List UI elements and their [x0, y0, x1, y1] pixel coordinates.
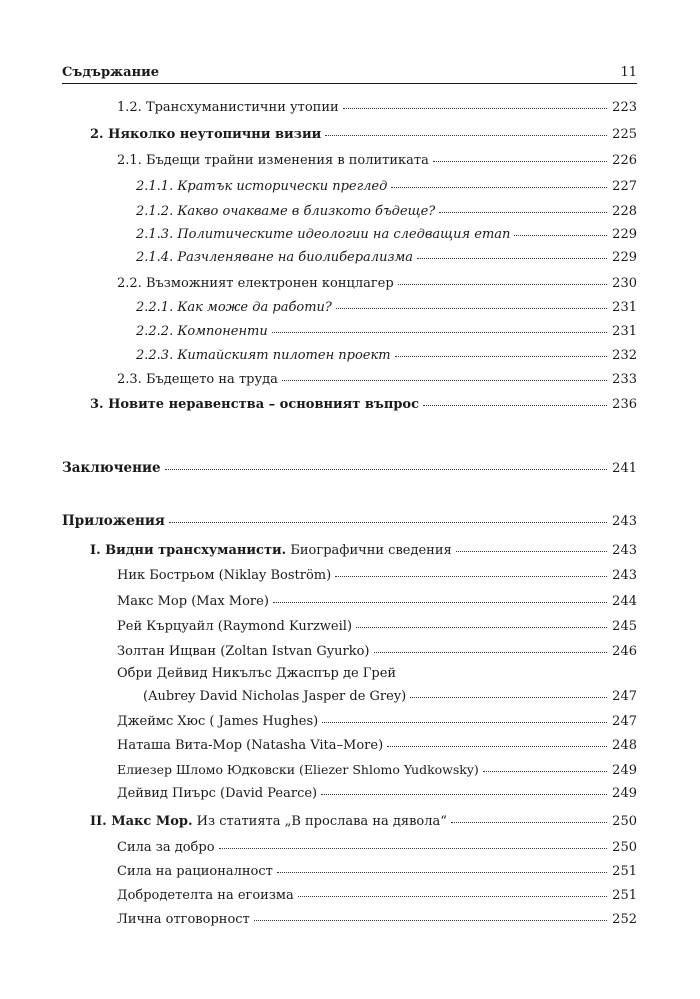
toc-entry[interactable] [0, 151, 700, 171]
toc-entry[interactable] [0, 248, 700, 268]
dot-leader [273, 602, 607, 603]
toc-entry-label [90, 541, 452, 561]
toc-entry-page: 229 [612, 227, 637, 242]
toc-entry-page: 236 [612, 397, 637, 412]
dot-leader [395, 356, 607, 357]
toc-entry[interactable] [0, 642, 700, 662]
toc-entry[interactable] [0, 541, 700, 561]
toc-entry-page: 247 [612, 714, 637, 729]
toc-entry-conclusion[interactable] [0, 458, 700, 478]
toc-entry-label: 2.1.3. Политическите идеологии на следващия етап [136, 227, 511, 242]
toc-entry-label: Сила за добро [117, 840, 215, 855]
toc-entry[interactable] [0, 125, 700, 145]
dot-leader [277, 872, 607, 873]
toc-entry[interactable] [0, 910, 700, 930]
toc-entry[interactable] [0, 274, 700, 294]
dot-leader [387, 746, 607, 747]
toc-entry-page: 249 [612, 763, 637, 778]
header-page-number: 11 [620, 65, 637, 80]
toc-entry-page: 229 [612, 250, 637, 265]
toc-entry[interactable] [0, 395, 700, 415]
toc-entry[interactable] [0, 202, 700, 222]
toc-entry[interactable] [0, 784, 700, 804]
dot-leader [456, 551, 607, 552]
dot-leader [219, 848, 607, 849]
dot-leader [423, 405, 607, 406]
dot-leader [298, 896, 607, 897]
toc-entry[interactable] [0, 617, 700, 637]
toc-entry[interactable] [0, 566, 700, 586]
dot-leader [336, 308, 607, 309]
toc-entry-page: 243 [612, 514, 637, 529]
toc-entry-page: 225 [612, 127, 637, 142]
toc-entry-page: 228 [612, 204, 637, 219]
dot-leader [514, 235, 607, 236]
toc-entry-page: 248 [612, 738, 637, 753]
toc-entry-page: 244 [612, 594, 637, 609]
toc-entry-label: Приложения [62, 513, 165, 529]
toc-entry-appendices[interactable] [0, 511, 700, 531]
toc-entry-label: Макс Мор (Max More) [117, 594, 269, 609]
dot-leader [417, 258, 607, 259]
toc-entry-page: 246 [612, 644, 637, 659]
toc-entry-label: 2.2. Възможният електронен концлагер [117, 276, 394, 291]
toc-entry-page: 249 [612, 786, 637, 801]
toc-entry[interactable] [0, 298, 700, 318]
dot-leader [439, 212, 607, 213]
toc-entry-label: 2.2.1. Как може да работи? [136, 300, 332, 315]
dot-leader [282, 380, 607, 381]
toc-entry[interactable] [0, 225, 700, 245]
toc-entry-page: 252 [612, 912, 637, 927]
toc-entry-label: Лична отговорност [117, 912, 250, 927]
toc-entry[interactable] [0, 177, 700, 197]
toc-entry-label-line1: Обри Дейвид Никълъс Джаспър де Грей [117, 666, 397, 681]
dot-leader [165, 469, 607, 470]
dot-leader [391, 187, 607, 188]
toc-entry-label: Заключение [62, 460, 161, 476]
dot-leader [398, 284, 607, 285]
toc-entry[interactable] [0, 862, 700, 882]
toc-entry-label: 2.2.2. Компоненти [136, 324, 268, 339]
toc-entry-label-bold: II. Макс Мор. [90, 814, 193, 829]
toc-entry[interactable] [0, 712, 700, 732]
toc-entry-label: (Aubrey David Nicholas Jasper de Grey) [143, 689, 407, 704]
toc-entry-label-bold: I. Видни трансхуманисти. [90, 543, 287, 558]
toc-entry-page: 243 [612, 568, 637, 583]
dot-leader [272, 332, 607, 333]
toc-entry[interactable] [0, 98, 700, 118]
toc-entry[interactable] [0, 838, 700, 858]
toc-entry-label: 2.3. Бъдещето на труда [117, 372, 278, 387]
toc-entry-page: 231 [612, 300, 637, 315]
dot-leader [433, 161, 607, 162]
toc-entry-label: Елиезер Шломо Юдковски (Eliezer Shlomo Yudkowsky) [117, 762, 479, 777]
toc-entry-label: 1.2. Трансхуманистични утопии [117, 100, 339, 115]
dot-leader [343, 108, 607, 109]
dot-leader [322, 722, 607, 723]
toc-entry-label: Дейвид Пиърс (David Pearce) [117, 786, 318, 801]
dot-leader [410, 697, 607, 698]
header-title: Съдържание [62, 65, 160, 80]
toc-entry-label: Рей Кърцуайл (Raymond Kurzweil) [117, 619, 353, 634]
toc-entry-page: 230 [612, 276, 637, 291]
toc-entry-page: 241 [612, 461, 637, 476]
toc-entry-label: 2.1.2. Какво очакваме в близкото бъдеще? [136, 204, 436, 219]
toc-entry[interactable] [0, 346, 700, 366]
toc-entry-page: 233 [612, 372, 637, 387]
toc-entry-page: 231 [612, 324, 637, 339]
toc-entry-page: 245 [612, 619, 637, 634]
toc-entry-label: Наташа Вита-Мор (Natasha Vita–More) [117, 738, 384, 753]
dot-leader [374, 652, 607, 653]
toc-entry-label: Джеймс Хюс ( James Hughes) [117, 714, 319, 729]
dot-leader [356, 627, 607, 628]
toc-entry[interactable] [0, 812, 700, 832]
toc-entry-page: 250 [612, 814, 637, 829]
toc-entry-page: 251 [612, 864, 637, 879]
toc-entry[interactable] [0, 370, 700, 390]
toc-entry[interactable] [0, 322, 700, 342]
toc-entry-page: 247 [612, 689, 637, 704]
dot-leader [254, 920, 607, 921]
toc-entry-page: 226 [612, 153, 637, 168]
toc-entry-page: 223 [612, 100, 637, 115]
toc-entry[interactable] [0, 687, 700, 707]
toc-entry[interactable] [0, 886, 700, 906]
dot-leader [335, 576, 607, 577]
toc-entry-label [90, 812, 447, 832]
toc-entry-label: Сила на рационалност [117, 864, 273, 879]
dot-leader [169, 522, 607, 523]
toc-entry-label: 3. Новите неравенства – основният въпрос [90, 397, 420, 412]
toc-entry-label-rest: Из статията „В прослава на дявола“ [192, 814, 447, 829]
toc-entry-label-rest: Биографични сведения [286, 543, 452, 558]
toc-entry-label: Золтан Ищван (Zoltan Istvan Gyurko) [117, 644, 370, 659]
running-header [62, 58, 637, 84]
toc-entry[interactable] [0, 592, 700, 612]
toc-entry-label: 2.2.3. Китайският пилотен проект [136, 348, 391, 363]
toc-entry[interactable] [0, 760, 700, 780]
toc-entry[interactable] [0, 736, 700, 756]
toc-entry-page: 232 [612, 348, 637, 363]
toc-entry-page: 250 [612, 840, 637, 855]
toc-entry-page: 251 [612, 888, 637, 903]
toc-entry-label: 2.1.1. Кратък исторически преглед [136, 179, 388, 194]
toc-entry-label: Ник Бострьом (Niklay Boström) [117, 568, 332, 583]
toc-entry-label: 2. Няколко неутопични визии [90, 127, 322, 142]
toc-entry-label: Добродетелта на егоизма [117, 888, 294, 903]
dot-leader [325, 135, 607, 136]
dot-leader [321, 794, 607, 795]
dot-leader [451, 822, 607, 823]
toc-entry-label: 2.1.4. Разчленяване на биолиберализма [136, 250, 414, 265]
toc-entry-page: 227 [612, 179, 637, 194]
toc-entry-page: 243 [612, 543, 637, 558]
dot-leader [483, 771, 607, 772]
toc-entry-label: 2.1. Бъдещи трайни изменения в политиката [117, 153, 429, 168]
